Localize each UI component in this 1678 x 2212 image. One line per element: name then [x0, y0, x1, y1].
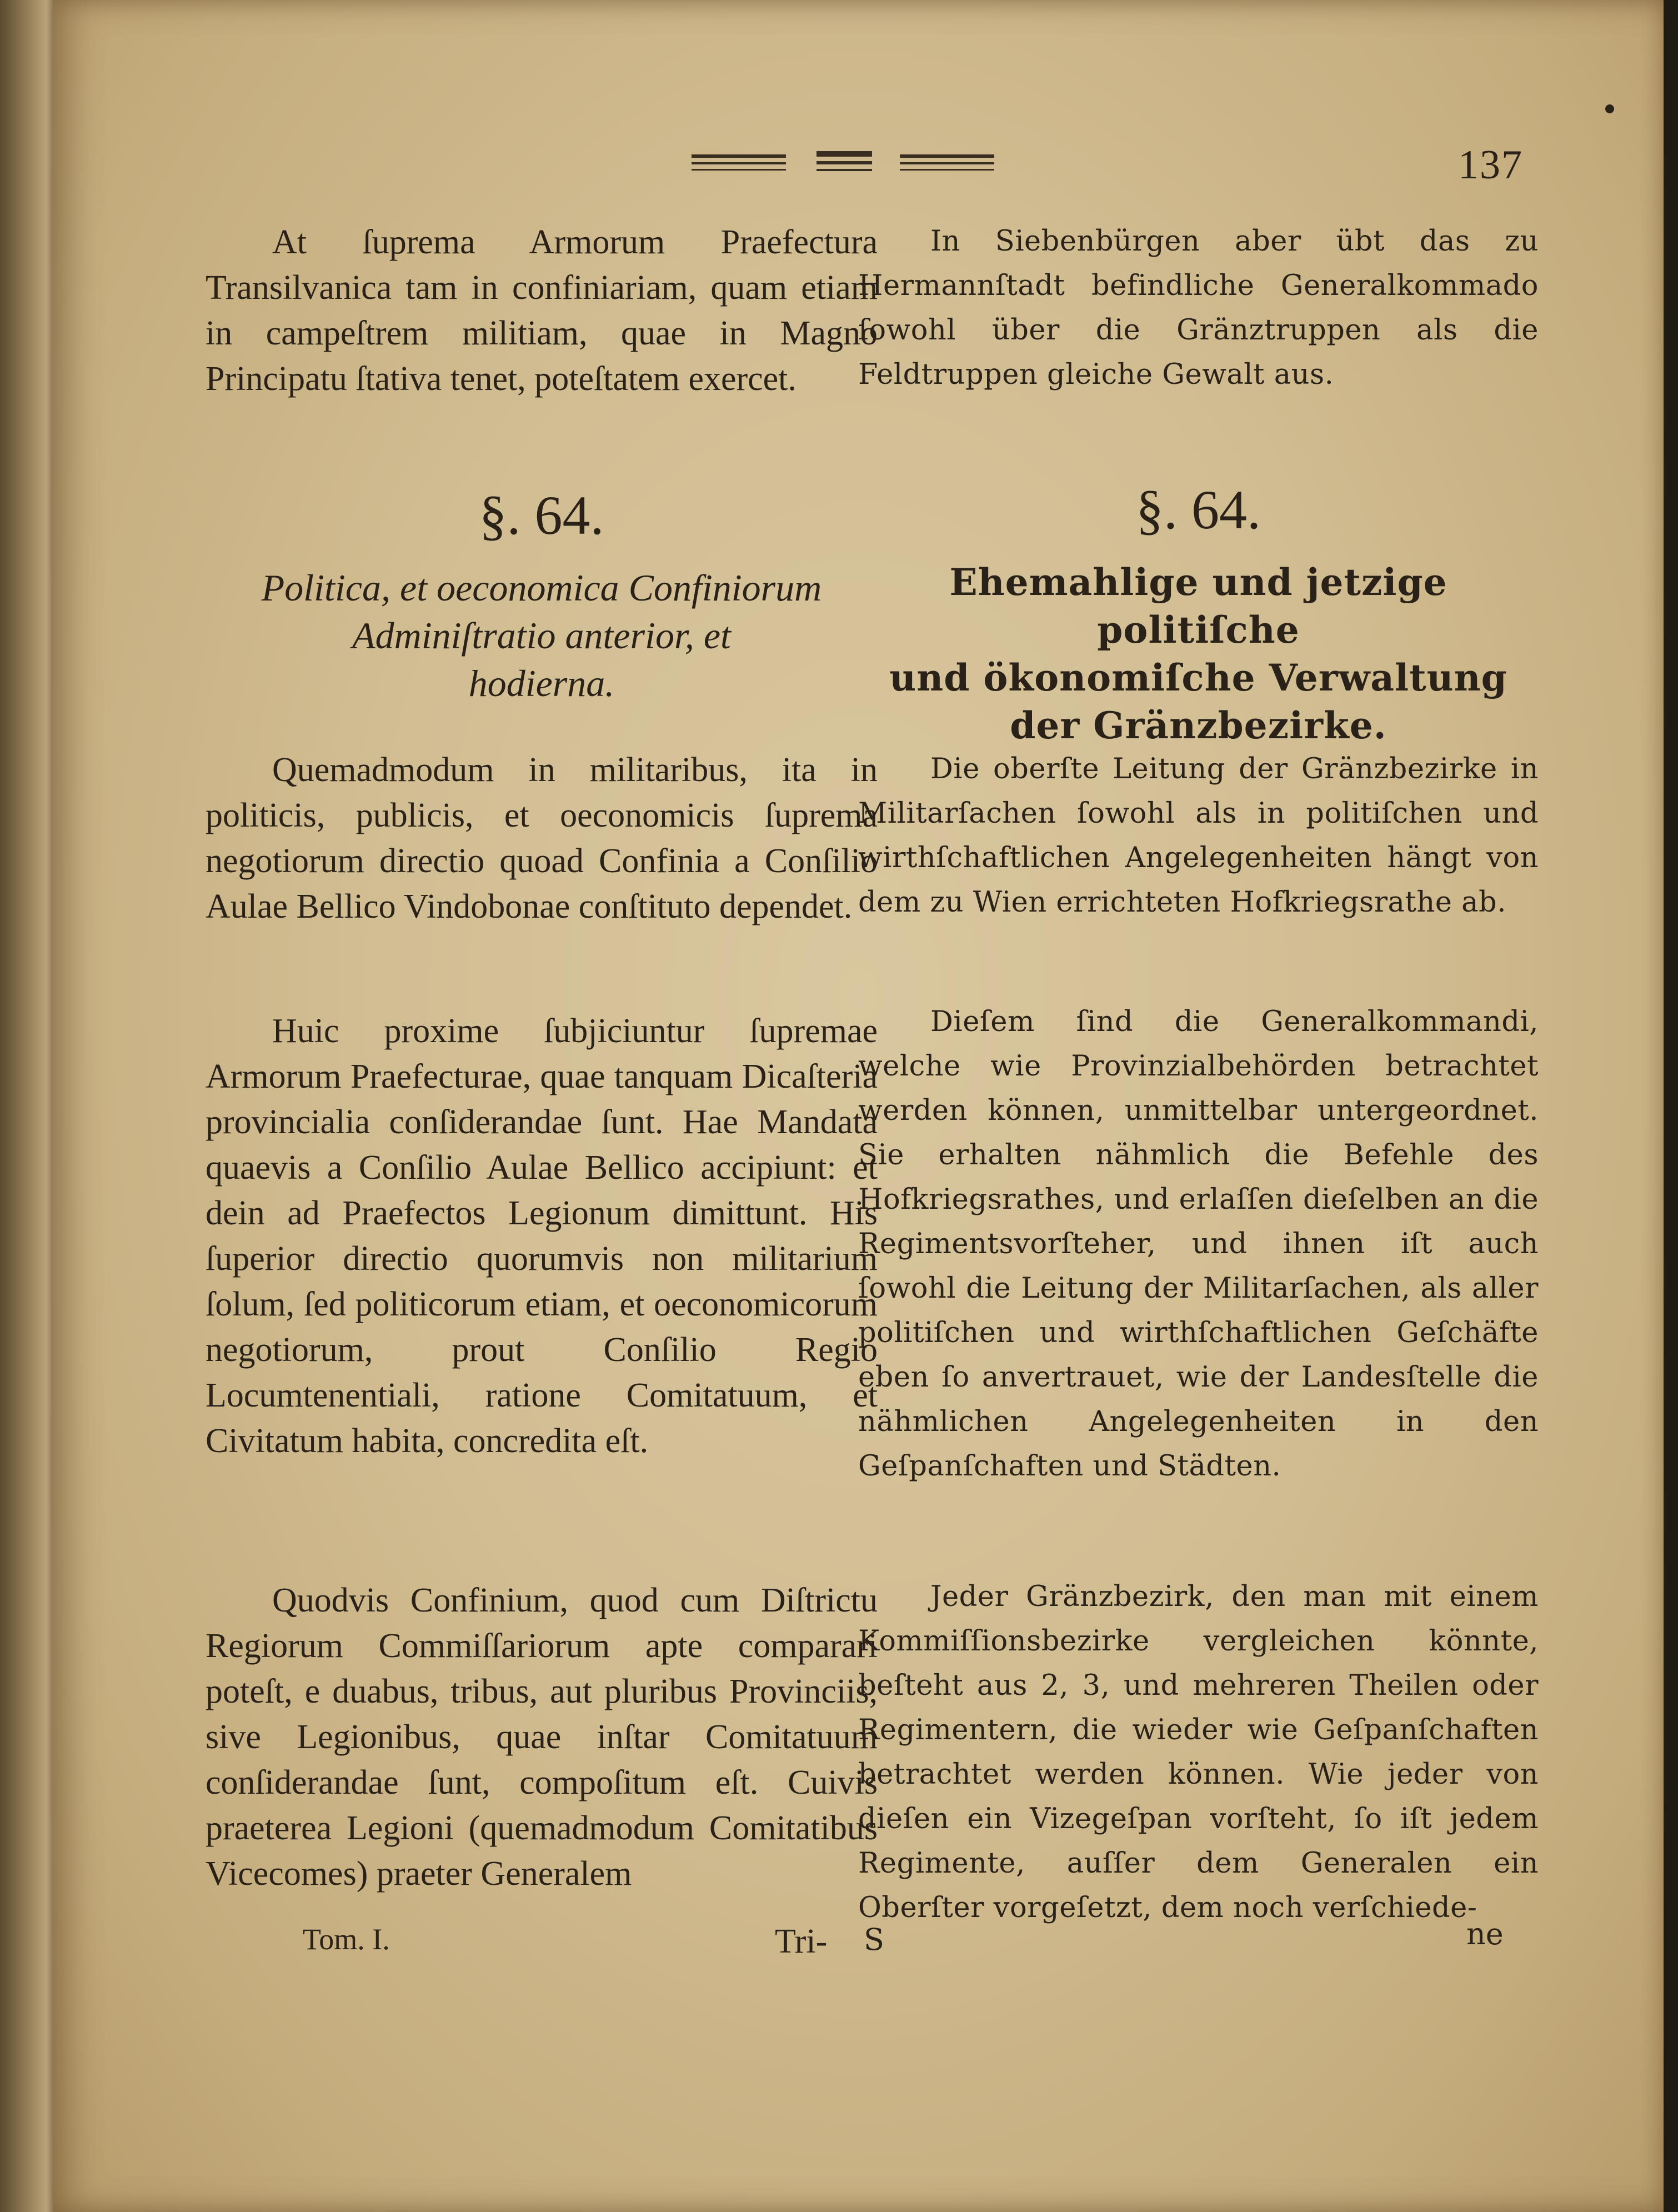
previous-page-edge: [0, 0, 58, 2212]
latin-heading-line-1: Politica, et oeconomica Confiniorum: [261, 567, 822, 609]
german-column: [858, 219, 1539, 397]
signature-mark: Tom. I.: [303, 1923, 390, 1956]
german-paragraph-3: Jeder Gränzbezirk, den man mit einem Kommiſſionsbezirke vergleichen könnte, beſteht aus 2, 3, und mehreren Theilen oder Regimentern, die wieder wie Geſpanſchaften betrachtet werden können. Wie jeder von dieſen ein Vizegeſpan vorſteht, ſo iſt jedem Regimente, auſſer dem Generalen ein Oberſter vorgeſetzt, dem noch verſchiede-: [858, 1580, 1539, 1924]
latin-column: [206, 219, 878, 402]
latin-heading-line-2: Adminiſtratio anterior, et: [352, 614, 731, 657]
latin-intro-paragraph: At ſuprema Armorum Praefectura Transilvanica tam in confiniariam, quam etiam in campeſtrem militiam, quae in Magno Principatu ſtativa tenet, poteſtatem exercet.: [206, 223, 878, 398]
ink-spot: [1605, 104, 1614, 113]
german-heading: [858, 558, 1539, 749]
german-heading-line-2: und ökonomiſche Verwaltung: [889, 656, 1507, 699]
latin-heading-line-3: hodierna.: [468, 662, 615, 704]
latin-heading: [206, 564, 878, 707]
latin-section-number: §. 64.: [479, 484, 604, 546]
latin-paragraph-2: Huic proxime ſubjiciuntur ſupremae Armorum Praefecturae, quae tanquam Dicaſteria provincialia conſiderandae ſunt. Hae Mandata quaevis a Conſilio Aulae Bellico accipiunt: et dein ad Praefectos Legionum dimittunt. His ſuperior directio quorumvis non militarium ſolum, ſed politicorum etiam, et oeconomicorum negotiorum, prout Conſilio Regio Locumtenentiali, ratione Comitatuum, et Civitatum habita, concredita eſt.: [206, 1012, 878, 1460]
book-page: [53, 0, 1664, 2212]
german-heading-line-3: der Gränzbezirke.: [1010, 704, 1387, 747]
latin-paragraph-3: Quodvis Confinium, quod cum Diſtrictu Regiorum Commiſſariorum apte comparari poteſt, e duabus, tribus, aut pluribus Provinciis, sive Legionibus, quae inſtar Comitatuum conſiderandae ſunt, compoſitum eſt. Cuivis praeterea Legioni (quemadmodum Comitatibus Vicecomes) praeter Generalem: [206, 1582, 878, 1893]
german-heading-line-1: Ehemahlige und jetzige politiſche: [949, 560, 1447, 652]
german-section-number: §. 64.: [1136, 479, 1261, 541]
german-paragraph-1: Die oberſte Leitung der Gränzbezirke in Militarſachen ſowohl als in politiſchen und wirthſchaftlichen Angelegenheiten hängt von dem zu Wien errichteten Hofkriegsrathe ab.: [858, 753, 1539, 919]
german-signature-mark: S: [864, 1922, 884, 1957]
german-paragraph-2: Dieſem ſind die Generalkommandi, welche wie Provinzialbehörden betrachtet werden können, unmittelbar untergeordnet. Sie erhalten nähmlich die Befehle des Hofkriegsrathes, und erlaſſen dieſelben an die Regimentsvorſteher, und ihnen iſt auch ſowohl die Leitung der Militarſachen, als aller politiſchen und wirthſchaftlichen Geſchäfte eben ſo anvertrauet, wie der Landesſtelle die nähmlichen Angelegenheiten in den Geſpanſchaften und Städten.: [858, 1005, 1539, 1483]
header-ornament: [692, 149, 1080, 182]
latin-catchword: Tri-: [775, 1923, 828, 1960]
page-number: 137: [1458, 142, 1523, 188]
german-intro-paragraph: In Siebenbürgen aber übt das zu Hermannſtadt befindliche Generalkommado ſowohl über die Gränztruppen als die Feldtruppen gleiche Gewalt aus.: [858, 225, 1539, 391]
german-catchword: ne: [1466, 1916, 1504, 1951]
latin-paragraph-1: Quemadmodum in militaribus, ita in politicis, publicis, et oeconomicis ſuprema negotiorum directio quoad Confinia a Conſilio Aulae Bellico Vindobonae conſtituto dependet.: [206, 751, 878, 925]
